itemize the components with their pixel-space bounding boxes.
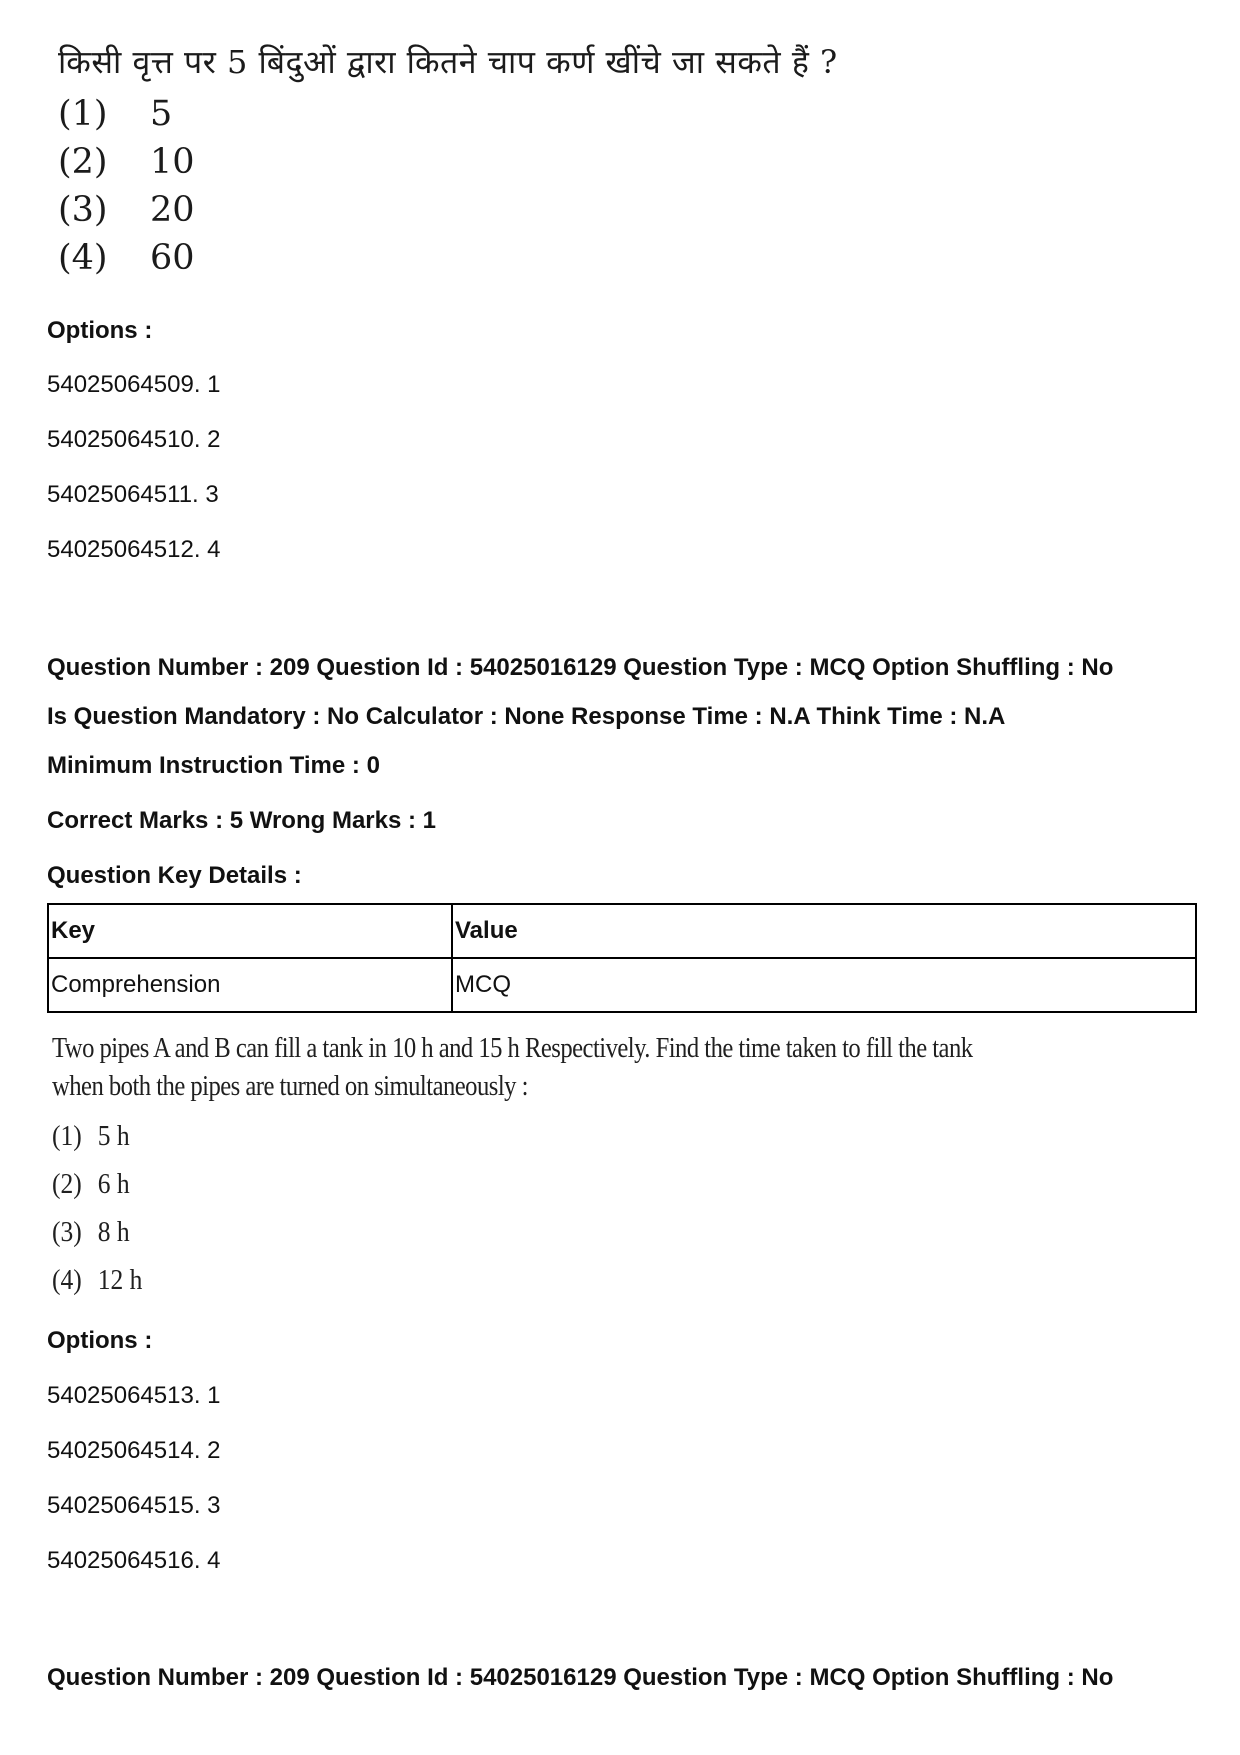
choice-number: (2): [58, 142, 108, 182]
question-text-line-2: when both the pipes are turned on simultaneously :: [52, 1071, 528, 1102]
option-item: 54025064512. 4: [47, 536, 221, 563]
choice-value: 8 h: [97, 1215, 130, 1248]
options-label: Options :: [47, 317, 153, 344]
choice-number: (3): [58, 190, 108, 230]
choice-3: [52, 1208, 844, 1256]
choice-value: 5: [150, 94, 173, 134]
question-key-table: [47, 903, 1197, 1013]
choice-value: 6 h: [97, 1167, 130, 1200]
choice-value: 20: [150, 190, 195, 230]
question-text: किसी वृत्त पर 5 बिंदुओं द्वारा कितने चाप कर्ण खींचे जा सकते हैं ?: [58, 43, 838, 81]
table-header-key: Key: [48, 904, 452, 958]
question-meta-line-3: Minimum Instruction Time : 0: [47, 752, 380, 779]
choice-1: [52, 1112, 844, 1160]
choice-1: [58, 90, 958, 138]
choice-value: 60: [150, 238, 195, 278]
choice-4: [52, 1256, 844, 1304]
choice-number: (1): [52, 1119, 82, 1152]
key-details-label: Question Key Details :: [47, 862, 302, 889]
table-cell-value: MCQ: [452, 958, 1196, 1012]
choice-2: [52, 1160, 844, 1208]
table-header-row: [48, 904, 1196, 958]
choice-number: (4): [58, 238, 108, 278]
question-image-hindi: [58, 40, 958, 290]
question-meta-line-2: Is Question Mandatory : No Calculator : None Response Time : N.A Think Time : N.A: [47, 703, 1006, 730]
option-item: 54025064511. 3: [47, 481, 219, 508]
option-item: 54025064510. 2: [47, 426, 221, 453]
choice-value: 10: [150, 142, 195, 182]
choice-3: [58, 186, 958, 234]
option-item: 54025064509. 1: [47, 371, 221, 398]
option-item: 54025064514. 2: [47, 1437, 221, 1464]
choice-2: [58, 138, 958, 186]
choice-number: (2): [52, 1167, 82, 1200]
question-text-line-1: Two pipes A and B can fill a tank in 10 h and 15 h Respectively. Find the time taken to fill the tank: [52, 1033, 973, 1064]
choice-number: (3): [52, 1215, 82, 1248]
option-item: 54025064516. 4: [47, 1547, 221, 1574]
question-image-english: [52, 1030, 973, 1310]
option-item: 54025064513. 1: [47, 1382, 221, 1409]
option-item: 54025064515. 3: [47, 1492, 221, 1519]
table-cell-key: Comprehension: [48, 958, 452, 1012]
choice-value: 12 h: [97, 1263, 143, 1296]
next-question-meta-line: Question Number : 209 Question Id : 54025016129 Question Type : MCQ Option Shuffling : No: [47, 1664, 1114, 1691]
table-row: [48, 958, 1196, 1012]
table-header-value: Value: [452, 904, 1196, 958]
choice-number: (1): [58, 94, 108, 134]
options-label: Options :: [47, 1327, 153, 1354]
choice-value: 5 h: [97, 1119, 130, 1152]
marks-line: Correct Marks : 5 Wrong Marks : 1: [47, 807, 437, 834]
choice-number: (4): [52, 1263, 82, 1296]
choice-4: [58, 234, 958, 282]
question-meta-line-1: Question Number : 209 Question Id : 54025016129 Question Type : MCQ Option Shuffling : No: [47, 654, 1114, 681]
